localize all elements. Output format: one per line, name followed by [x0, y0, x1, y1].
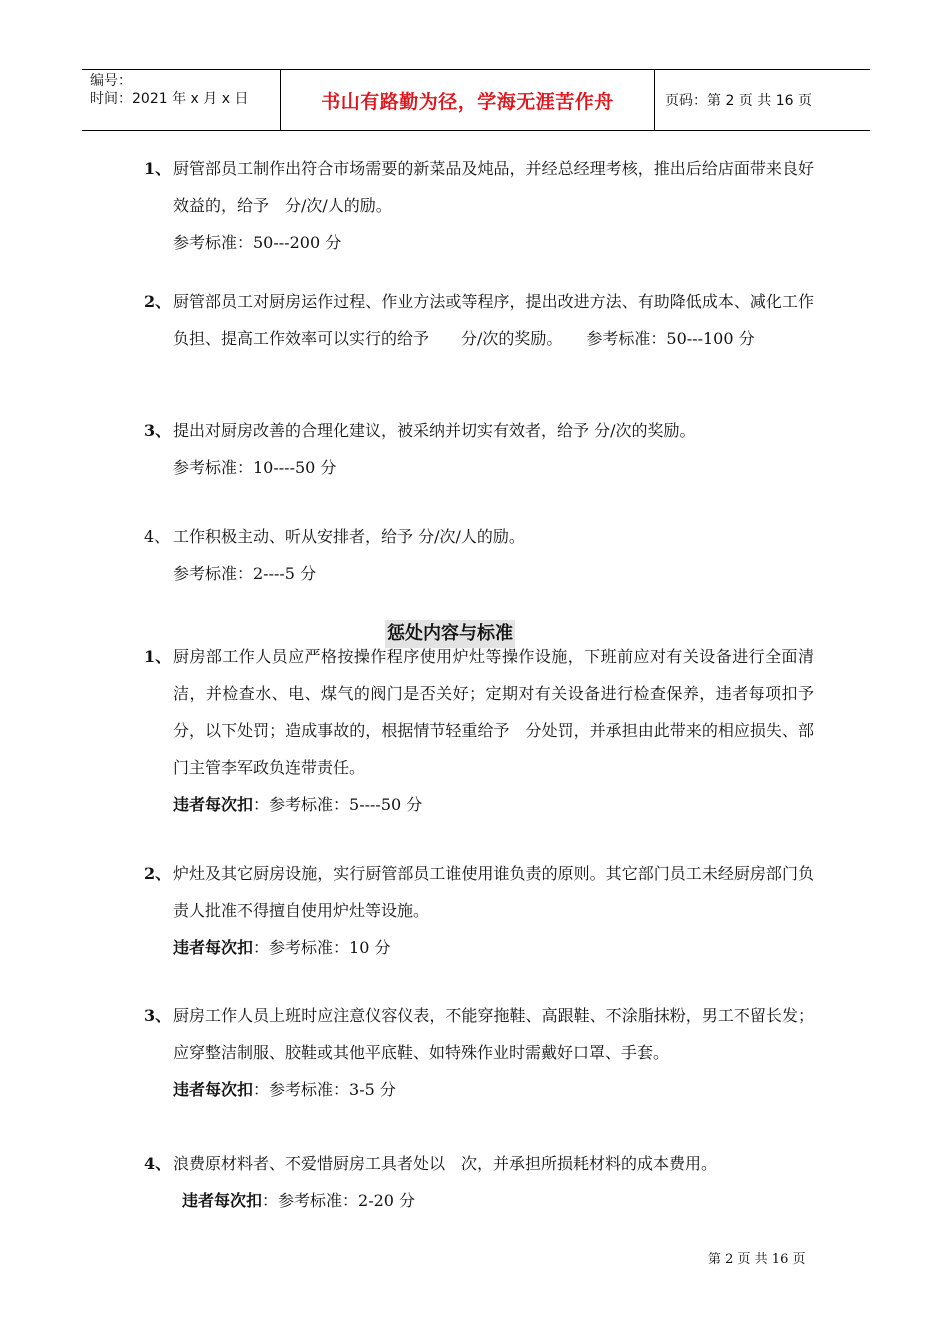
- penalty-item-1: [144, 638, 831, 823]
- penalty-item-4: [144, 1145, 814, 1219]
- reward-number: 3、: [144, 421, 172, 440]
- penalty-item-3: [144, 997, 814, 1108]
- time-label: 时间：2021 年 x 月 x 日: [90, 91, 249, 107]
- penalty-reference: 违者每次扣：参考标准：2-20 分: [182, 1191, 416, 1210]
- page-footer: 第 2 页 共 16 页: [708, 1252, 806, 1267]
- reward-item-1: [144, 150, 814, 261]
- reward-reference: 参考标准：50---200 分: [173, 233, 342, 252]
- penalty-text: 厨房工作人员上班时应注意仪容仪表，不能穿拖鞋、高跟鞋、不涂脂抹粉，男工不留长发；应穿整洁制服、胶鞋或其他平底鞋、如特殊作业时需戴好口罩、手套。: [173, 1006, 814, 1062]
- penalty-number: 1、: [144, 647, 172, 666]
- reward-reference: 参考标准：10----50 分: [173, 458, 337, 477]
- section-title: 惩处内容与标准: [385, 620, 515, 648]
- penalty-text: 炉灶及其它厨房设施，实行厨管部员工谁使用谁负责的原则。其它部门员工未经厨房部门负责人批准不得擅自使用炉灶等设施。: [173, 864, 814, 920]
- header-slogan: 书山有路勤为径，学海无涯苦作舟: [281, 70, 655, 130]
- header-meta: [82, 70, 281, 130]
- page-header: [82, 69, 870, 131]
- penalty-reference: 违者每次扣：参考标准：3-5 分: [173, 1080, 396, 1099]
- reward-number: 2、: [144, 292, 172, 311]
- reward-text: 提出对厨房改善的合理化建议，被采纳并切实有效者，给予 分/次的奖励。: [173, 421, 696, 440]
- header-page-number: 页码：第 2 页 共 16 页: [665, 93, 812, 109]
- reward-item-4: [144, 518, 814, 592]
- penalty-item-2: [144, 855, 814, 966]
- reward-item-3: [144, 412, 814, 486]
- penalty-text: 厨房部工作人员应严格按操作程序使用炉灶等操作设施，下班前应对有关设备进行全面清洁，并检查水、电、煤气的阀门是否关好；定期对有关设备进行检查保养，违者每项扣予 分，以下处罚；造成事故的，根据情节轻重给予 分处罚，并承担由此带来的相应损失、部门主管李军政负连带责任。: [173, 647, 831, 777]
- code-label: 编号：: [90, 73, 132, 89]
- reward-number: 1、: [144, 159, 172, 178]
- penalty-reference: 违者每次扣：参考标准：10 分: [173, 938, 391, 957]
- reward-item-2: [144, 283, 814, 357]
- penalty-text: 浪费原材料者、不爱惜厨房工具者处以 次，并承担所损耗材料的成本费用。: [173, 1154, 718, 1173]
- reward-text: 工作积极主动、听从安排者，给予 分/次/人的励。: [173, 527, 525, 546]
- reward-text: 厨管部员工制作出符合市场需要的新菜品及炖品，并经总经理考核，推出后给店面带来良好效益的，给予 分/次/人的励。: [173, 159, 814, 215]
- penalty-number: 2、: [144, 864, 172, 883]
- penalty-number: 3、: [144, 1006, 172, 1025]
- penalty-reference: 违者每次扣：参考标准：5----50 分: [173, 795, 423, 814]
- reward-text: 厨管部员工对厨房运作过程、作业方法或等程序，提出改进方法、有助降低成本、减化工作负担、提高工作效率可以实行的给予 分/次的奖励。 参考标准：50---100 分: [173, 292, 814, 348]
- penalty-number: 4、: [144, 1154, 172, 1173]
- reward-number: 4、: [144, 527, 171, 546]
- reward-reference: 参考标准：2----5 分: [173, 564, 317, 583]
